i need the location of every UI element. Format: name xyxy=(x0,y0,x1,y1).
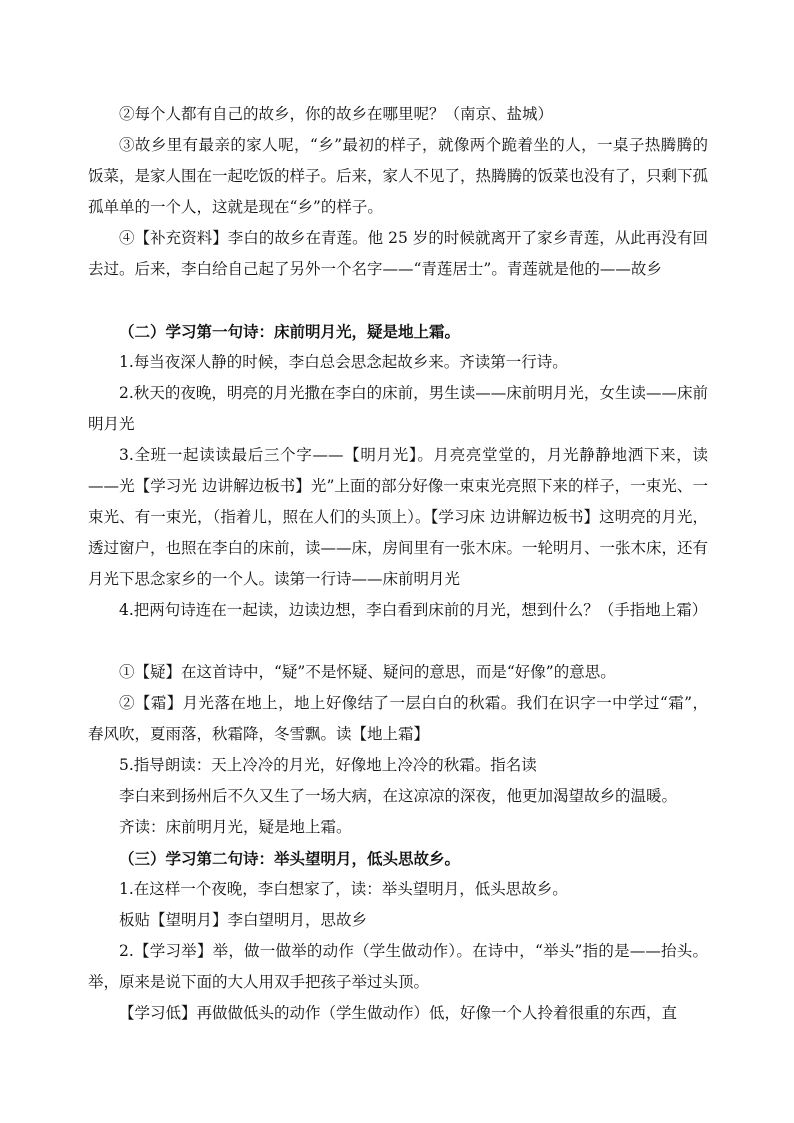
paragraph-group-reading: 齐读：床前明月光，疑是地上霜。 xyxy=(119,818,352,836)
paragraph-learn-ju: 2.【学习举】举，做一做举的动作（学生做动作）。在诗中，“举头”指的是——抬头。举，原来是说下面的大人用双手把孩子举过头顶。 xyxy=(88,942,708,991)
paragraph-step-1: 1.每当夜深人静的时候，李白总会思念起故乡来。齐读第一行诗。 xyxy=(119,353,568,371)
paragraph-supplement-material: ④【补充资料】李白的故乡在青莲。他 25 岁的时候就离开了家乡青莲，从此再没有回去过。后来，李白给自己起了另外一个名字——“青莲居士”。青莲就是他的——故乡 xyxy=(88,229,708,278)
paragraph-hometown-question: ②每个人都有自己的故乡，你的故乡在哪里呢？（南京、盐城） xyxy=(119,105,554,123)
paragraph-second-step-1: 1.在这样一个夜晚，李白想家了，读：举头望明月，低头思故乡。 xyxy=(119,880,568,898)
paragraph-step-5: 5.指导朗读：天上冷冷的月光，好像地上冷冷的秋霜。指名读 xyxy=(119,756,537,774)
paragraph-step-4: 4.把两句诗连在一起读，边读边想，李白看到床前的月光，想到什么？（手指地上霜） xyxy=(119,601,708,619)
section-heading-first-line: （二）学习第一句诗：床前明月光，疑是地上霜。 xyxy=(119,322,461,341)
paragraph-step-2: 2.秋天的夜晚，明亮的月光撒在李白的床前，男生读——床前明月光，女生读——床前明月光 xyxy=(88,384,708,433)
paragraph-learn-di: 【学习低】再做做低头的动作（学生做动作）低，好像一个人拎着很重的东西，直 xyxy=(119,1004,678,1022)
paragraph-step-3: 3.全班一起读读最后三个字——【明月光】。月亮亮堂堂的，月光静静地洒下来，读——光【学习光 边讲解边板书】光”上面的部分好像一束束光亮照下来的样子，一束光、一束光、有一束光，（指着儿，照在人们的头顶上）。【学习床 边讲解边板书】这明亮的月光，透过窗户，也照在李白的床前，读——床，房间里有一张木床。一轮明月、一张木床，还有月光下思念家乡的一个人。读第一行诗——床前明月光 xyxy=(88,446,709,588)
paragraph-yi-meaning: ①【疑】在这首诗中，“疑”不是怀疑、疑问的意思，而是“好像”的意思。 xyxy=(119,663,616,681)
paragraph-shuang-meaning: ②【霜】月光落在地上，地上好像结了一层白白的秋霜。我们在识字一中学过“霜”，春风吹，夏雨落，秋霜降，冬雪飘。读【地上霜】 xyxy=(88,694,708,743)
paragraph-yangzhou-illness: 李白来到扬州后不久又生了一场大病，在这凉凉的深夜，他更加渴望故乡的温暖。 xyxy=(119,787,678,805)
paragraph-xiang-origin: ③故乡里有最亲的家人呢，“乡”最初的样子，就像两个跪着坐的人，一桌子热腾腾的饭菜，是家人围在一起吃饭的样子。后来，家人不见了，热腾腾的饭菜也没有了，只剩下孤孤单单的一个人，这就是现在“乡”的样子。 xyxy=(88,136,709,216)
paragraph-board-moon: 板贴【望明月】李白望明月，思故乡 xyxy=(119,911,368,929)
section-heading-second-line: （三）学习第二句诗：举头望明月，低头思故乡。 xyxy=(119,849,461,868)
